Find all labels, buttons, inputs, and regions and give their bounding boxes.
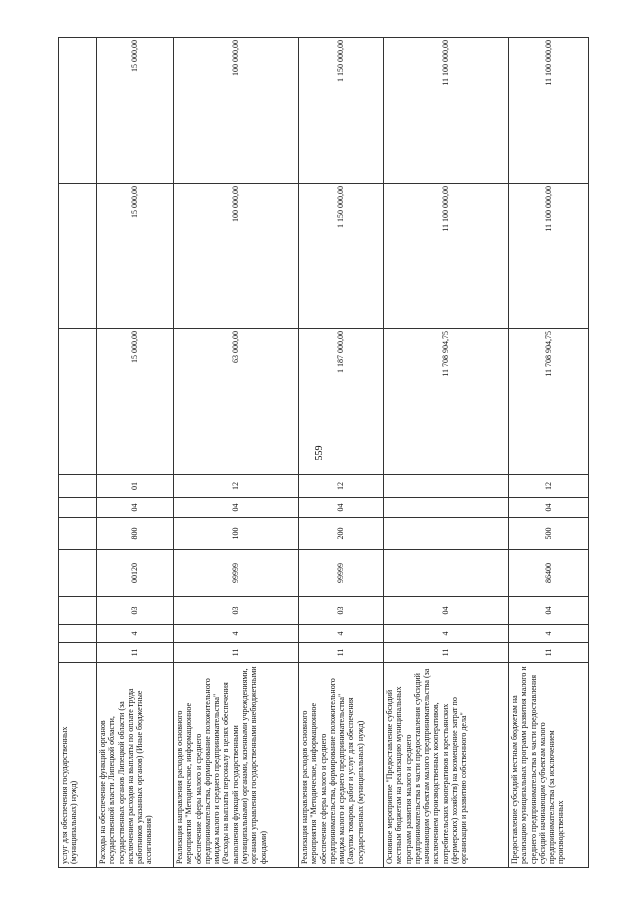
code-expense-type	[384, 518, 509, 550]
code-subprogram	[59, 625, 97, 643]
amount-year-1: 15 000,00	[97, 329, 174, 475]
code-main-event: 04	[509, 597, 589, 625]
row-description: Основное мероприятие "Предоставление субсидий местным бюджетам на реализацию муниципальных программ развития малого и среднего предпринимательства в части предоставления субсидий начинающим субъектам малого предпринимательства (за исключением производственных кооперативов, потребительских кооперативов и крестьянских (фермерских) хозяйств) на возмещение затрат по организации и развитию собственного дела"	[384, 663, 509, 868]
code-main-event: 03	[97, 597, 174, 625]
code-subsection	[59, 475, 97, 498]
code-program: 11	[97, 643, 174, 663]
amount-year-1: 11 708 904,75	[509, 329, 589, 475]
code-main-event: 03	[299, 597, 384, 625]
budget-table-rotated	[58, 38, 566, 868]
code-program: 11	[174, 643, 299, 663]
code-section: 04	[97, 498, 174, 518]
code-section: 04	[174, 498, 299, 518]
table-row	[299, 38, 384, 868]
amount-year-3: 11 100 000,00	[509, 38, 589, 184]
code-program: 11	[509, 643, 589, 663]
code-direction	[384, 550, 509, 597]
code-main-event: 04	[384, 597, 509, 625]
row-description: Расходы на обеспечение функций органов государственной власти Липецкой области, государственных органов Липецкой области (за исключением расходов на выплаты по оплате труда работников указанных органов) (Иные бюджетные ассигнования)	[97, 663, 174, 868]
code-subsection: 12	[174, 475, 299, 498]
code-subprogram: 4	[97, 625, 174, 643]
code-program: 11	[384, 643, 509, 663]
code-subprogram: 4	[509, 625, 589, 643]
table-row	[384, 38, 509, 868]
code-main-event: 03	[174, 597, 299, 625]
code-section	[59, 498, 97, 518]
code-direction: 99999	[299, 550, 384, 597]
amount-year-1: 1 187 000,00	[299, 329, 384, 475]
code-section: 04	[509, 498, 589, 518]
page-number: 559	[314, 445, 325, 461]
amount-year-3	[59, 38, 97, 184]
code-subsection: 12	[509, 475, 589, 498]
row-description: услуг для обеспечения государственных (муниципальных) нужд)	[59, 663, 97, 868]
code-direction: 00120	[97, 550, 174, 597]
amount-year-2: 11 100 000,00	[509, 184, 589, 329]
code-subsection	[384, 475, 509, 498]
code-expense-type: 100	[174, 518, 299, 550]
code-program	[59, 643, 97, 663]
code-subprogram: 4	[299, 625, 384, 643]
amount-year-3: 100 000,00	[174, 38, 299, 184]
row-description: Реализация направления расходов основного мероприятия "Методическое, информационное обеспечение сферы малого и среднего предпринимательства, формирование положительного имиджа малого и среднего предпринимательства" (Закупка товаров, работ и услуг для обеспечения государственных (муниципальных) нужд)	[299, 663, 384, 868]
code-direction: 86400	[509, 550, 589, 597]
code-subprogram: 4	[174, 625, 299, 643]
code-expense-type: 800	[97, 518, 174, 550]
budget-table-frame	[58, 38, 566, 868]
budget-table	[58, 37, 589, 868]
amount-year-2: 11 100 000,00	[384, 184, 509, 329]
code-expense-type: 200	[299, 518, 384, 550]
amount-year-1: 63 000,00	[174, 329, 299, 475]
amount-year-3: 11 100 000,00	[384, 38, 509, 184]
code-direction	[59, 550, 97, 597]
code-expense-type: 500	[509, 518, 589, 550]
table-row	[509, 38, 589, 868]
code-section: 04	[299, 498, 384, 518]
amount-year-2: 1 150 000,00	[299, 184, 384, 329]
code-expense-type	[59, 518, 97, 550]
code-subsection: 12	[299, 475, 384, 498]
code-subprogram: 4	[384, 625, 509, 643]
table-row	[97, 38, 174, 868]
table-row	[174, 38, 299, 868]
row-description: Реализация направления расходов основного мероприятия "Методическое, информационное обеспечение сферы малого и среднего предпринимательства, формирование положительного имиджа малого и среднего предпринимательства" (Расходы на выплаты персоналу в целях обеспечения выполнения функций государственными (муниципальными) органами, казенными учреждениями, органами управления государственными внебюджетными фондами)	[174, 663, 299, 868]
amount-year-3: 15 000,00	[97, 38, 174, 184]
code-main-event	[59, 597, 97, 625]
code-program: 11	[299, 643, 384, 663]
amount-year-1: 11 708 904,75	[384, 329, 509, 475]
code-subsection: 01	[97, 475, 174, 498]
amount-year-2	[59, 184, 97, 329]
amount-year-3: 1 150 000,00	[299, 38, 384, 184]
amount-year-2: 15 000,00	[97, 184, 174, 329]
row-description: Предоставление субсидий местным бюджетам на реализацию муниципальных программ развития малого и среднего предпринимательства в части предоставления субсидий начинающим субъектам малого предпринимательства (за исключением производственных	[509, 663, 589, 868]
code-section	[384, 498, 509, 518]
code-direction: 99999	[174, 550, 299, 597]
amount-year-2: 100 000,00	[174, 184, 299, 329]
table-row	[59, 38, 97, 868]
amount-year-1	[59, 329, 97, 475]
